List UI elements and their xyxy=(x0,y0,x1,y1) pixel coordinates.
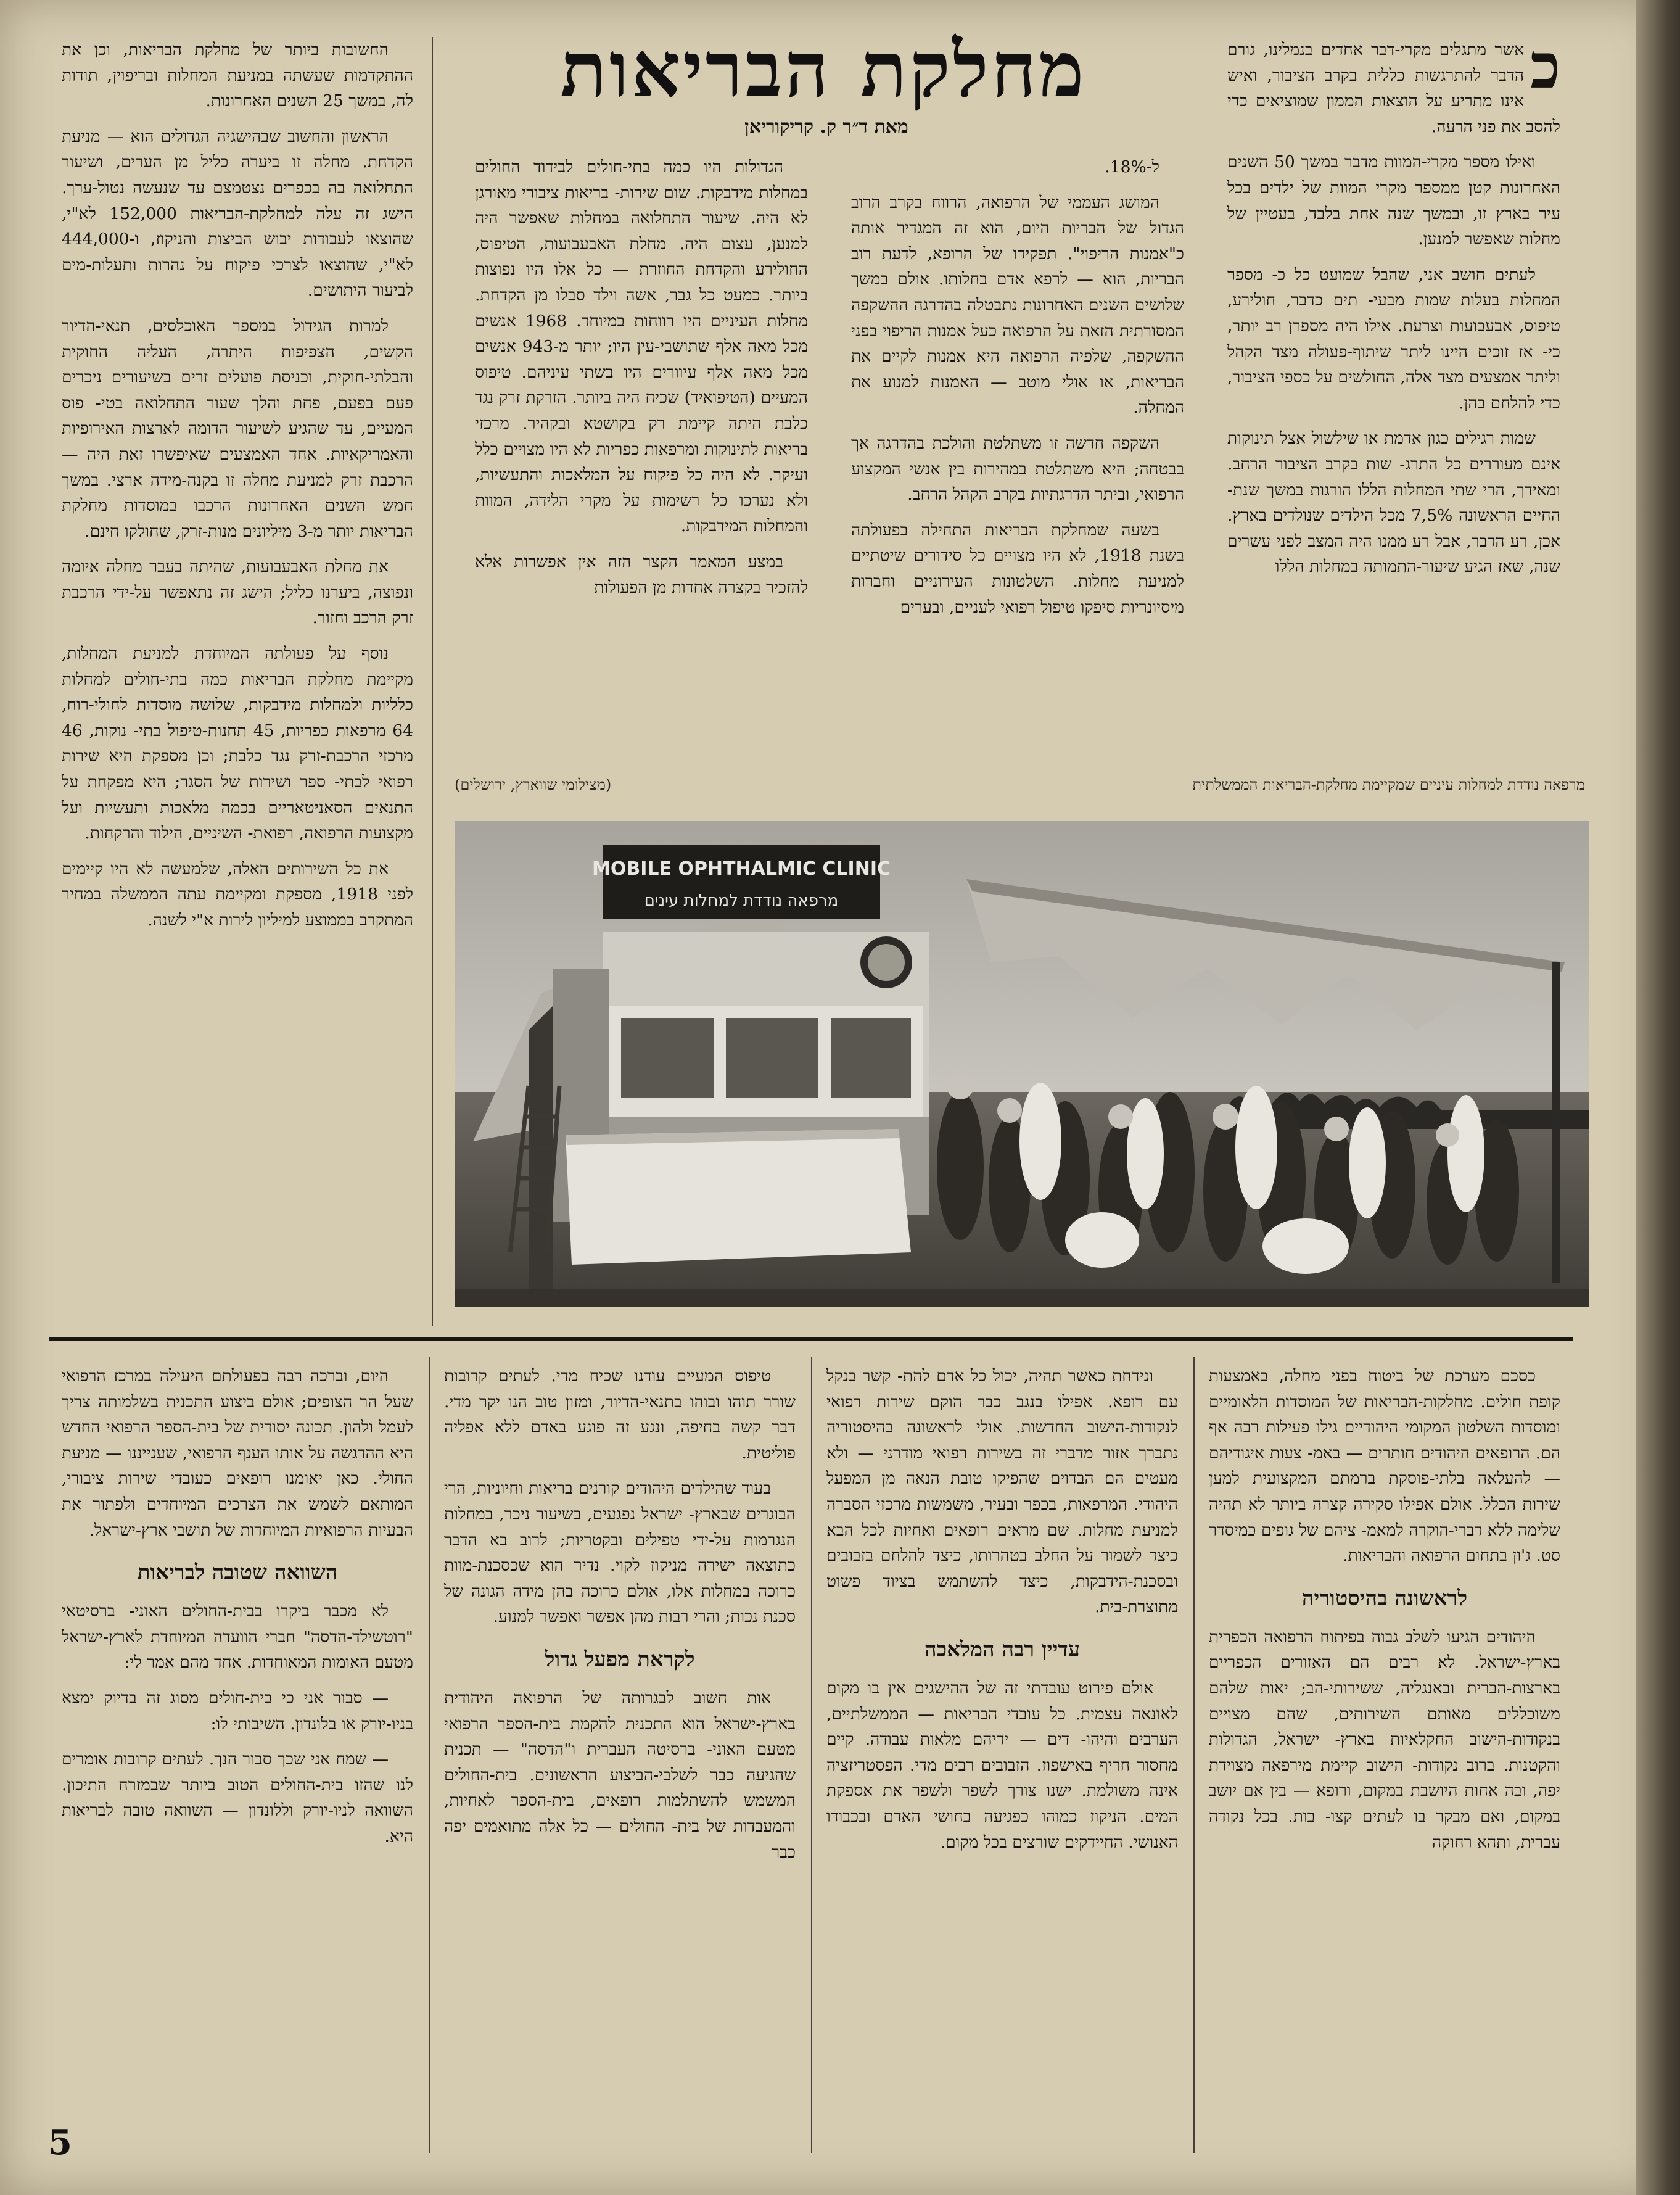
section-heading: השוואה שטובה לבריאות xyxy=(137,1560,338,1585)
paragraph: בעוד שהילדים היהודים קורנים בריאות וחיוניות, הרי הבוגרים שבארץ- ישראל נפגעים, בשיעור ניכר, במחלות הנגרמות על-ידי טפילים ובקטריות; לרוב בא הדבר כתוצאה ישירה מניקוז לקוי. נדיר הוא שכסכנת-מוות כרוכה במחלות אלו, אולם כרוכה בהן מידה הגונה של סכנת נכות; והרי רבות מהן אפשר ואפשר למנוע. xyxy=(444,1479,796,1627)
lower-column-3 xyxy=(444,1363,796,1875)
paragraph: שמות רגילים כגון אדמת או שילשול אצל תינוקות אינם מעוררים כל התרג- שות בקרב הציבור הרחב. ומאידך, הרי שתי המחלות הללו הורגות במשך שנת- החיים הראשונה 7,5% מכל הילדים שנולדים בארץ. אכן, רע הדבר, אבל רע ממנו היה המצב לפני עשרים שנה, שאז הגיע שיעור-התמותה במחלות הללו xyxy=(1227,429,1561,577)
paragraph: נוסף על פעולתה המיוחדת למניעת המחלות, מקיימת מחלקת הבריאות כמה בתי-חולים למחלות כלליות ולמחלות מידבקות, שלושה מוסדות לחולי-רוח, 64 מרפאות כפריות, 45 תחנות-טיפול בתי- נוקות, 46 מרכזי הרכבת-זרק נגד כלבת; וכן מספקת היא שירות רפואי לבתי- ספר ושירות של הסגר; היא מפקחת על התנאים הסאניטאריים בכמה מלאכות ותעשיות ועל מקצועות הרפואה, רפואת- השיניים, הילוד והרקחות. xyxy=(62,644,413,843)
paragraph: את מחלת האבעבועות, שהיתה בעבר מחלה איומה ונפוצה, ביערנו כליל; הישג זה נתאפשר על-ידי הרכבת זרק הרכב וחזור. xyxy=(62,557,413,628)
upper-column-1 xyxy=(1227,30,1561,590)
paragraph: ואילו מספר מקרי-המוות מדבר במשך 50 השנים האחרונות קטן ממספר מקרי המוות של ילדים בכל עיר בארץ זו, ובמשך שנה אחת בלבד, בעטיין של מחלות שאפשר למנען. xyxy=(1227,152,1560,249)
lower-column-4 xyxy=(62,1363,413,1859)
section-heading: לראשונה בהיסטוריה xyxy=(1301,1585,1468,1611)
paragraph: טיפוס המעיים עודנו שכיח מדי. לעתים קרובות שורר תוהו ובוהו בתנאי-הדיור, ומזון טוב הנו יקר מדי. דבר קשה בחיפה, ונגע זה פוגע באדם ללא אפליה פוליטית. xyxy=(444,1366,796,1463)
photo-credit: (מצילומי שווארץ, ירושלים) xyxy=(455,776,612,793)
column-divider xyxy=(811,1357,812,2153)
paragraph: ל-18%. xyxy=(1105,157,1159,176)
clinic-sign-hebrew: מרפאה נודדת למחלות עינים xyxy=(644,891,839,910)
column-divider xyxy=(429,1357,430,2153)
paragraph: הגדולות היו כמה בתי-חולים לבידוד החולים במחלות מידבקות. שום שירות- בריאות ציבורי מאורגן לא היה. שיעור התחלואה במחלות שאפשר היה למנען, עצום היה. מחלת האבעבועות, הטיפוס, החולירע והקדחת החוזרת — כל אלו היו נפוצות ביותר. כמעט כל גבר, אשה וילד סבלו מן הקדחת. מחלות העיניים היו רווחות במיוחד. 1968 אנשים מכל מאה אלף שתושבי-עין היו; יותר מ-943 אנשים מכל מאה אלף עיוורים היו בשתי עיניהם. טיפוס המעיים (הטיפואיד) שכיח היה ביותר. הזרקת זרק נגד כלבת היתה קיימת רק בקושטא ובקהיר. מרכזי בריאות לתינוקות ומרפאות כפריות לא היו מצויים כלל ועיקר. לא היה כל פיקוח על המלאכות והתעשיות, ולא נערכו כל רשימות על מקרי הלידה, המוות והמחלות המידבקות. xyxy=(475,157,808,536)
paragraph: היהודים הגיעו לשלב גבוה בפיתוח הרפואה הכפרית בארץ-ישראל. לא רבים הם האזורים הכפריים בארצות-הברית ובאנגליה, ששירותי-הב; יאות שלהם משוכללים מאותם השירותים, שהם מצויים בנקודות-הישוב החקלאיות בארץ- ישראל, הגדולות והקטנות. ברוב נקודות- הישוב קיימת מירפאה מצוידת יפה, ובה אחות היושבת במקום, ורופא — בין אם יושב במקום, ואם מבקר בו לעתים קצו- בות. בכל נקודה עברית, ותהא רחוקה xyxy=(1209,1627,1560,1852)
paragraph: היום, וברכה רבה בפעולתם היעילה במרכז הרפואי שעל הר הצופים; אולם ביצוע התכנית בשלמותה צריך לעמל ולהון. תכונה יסודית של בית-הספר הרפואי החדש היא ההדגשה על אותו הענף הרפואי, שענייננו — מניעת החולי. כאן יאומנו רופאים כעובדי שירות ציבורי, המותאם לשמש את הצרכים המיוחדים ולפתור את הבעיות הרפואיות המיוחדות של תושבי ארץ-ישראל. xyxy=(62,1366,413,1540)
paragraph: את כל השירותים האלה, שלמעשה לא היו קיימים לפני 1918, מספקת ומקיימת עתה הממשלה במחיר המתקרב בממוצע למיליון לירות א"י לשנה. xyxy=(62,859,413,930)
section-divider-rule xyxy=(49,1337,1573,1341)
paragraph: הראשון והחשוב שבהישגיה הגדולים הוא — מניעת הקדחת. מחלה זו ביערה כליל מן הערים, ושיעור התחלואה בה בכפרים נצטמצם עד שנעשה נטול-ערך. הישג זה עלה למחלקת-הבריאות 152,000 לא"י, שהוצאו לעבודות יבוש הביצות והניקוז, ו-444,000 לא"י, שהוצאו לצרכי פיקוח על נהרות ותעלות-מים לביעור היתושים. xyxy=(62,126,413,300)
paragraph: השקפה חדשה זו משתלטת והולכת בהדרגה אך בבטחה; היא משתלטת במהירות בין אנשי המקצוע הרפואי, וביתר הדרגתיות בקרב הקהל הרחב. xyxy=(851,433,1184,505)
paragraph: — שמח אני שכך סבור הנך. לעתים קרובות אומרים לנו שהזו בית-החולים הטוב ביותר שבמזרח התיכון. השוואה לניו-יורק וללונדון — השוואה טובה לבריאות היא. xyxy=(62,1750,413,1846)
paragraph: החשובות ביותר של מחלקת הבריאות, וכן את ההתקדמות שעשתה במניעת המחלות ובריפוין, תודות לה, במשך 25 השנים האחרונות. xyxy=(62,40,413,111)
upper-column-3 xyxy=(475,154,808,610)
column-divider xyxy=(432,37,433,1326)
article-title: מחלקת הבריאות xyxy=(560,25,1087,115)
paragraph: ונידחת כאשר תהיה, יכול כל אדם להת- קשר בנקל עם רופא. אפילו בנגב כבר הוקם שירות רפואי לנקודות-הישוב החדשות. אולי לראשונה בהיסטוריה נתברך אזור מדברי זה בשירות רפואי מודרני — ולא מעטים הם הבדוים שהפיקו טובת הנאה מן המפעל היהודי. המרפאות, בכפר ובעיר, משמשות מרכזי הסברה למניעת מחלות. שם מראים רופאים ואחיות לכל הבא כיצד לשמור על החלב בטהרותו, כיצד להלחם בזבובים ובסכנת-הידבקות, כיצד להשתמש בציוד פשוט מתוצרת-בית. xyxy=(826,1366,1178,1617)
paragraph: במצע המאמר הקצר הזה אין אפשרות אלא להזכיר בקצרה אחדות מן הפעולות xyxy=(475,552,808,597)
upper-column-4 xyxy=(62,37,413,943)
paragraph: לעתים חושב אני, שהבל שמועט כל כ- מספר המחלות בעלות שמות מבעי- תים כדבר, חולירע, טיפוס, אבעבועות וצרעת. אילו היה מספרן רב יותר, כי- אז זוכים היינו ליתר שיתוף-פעולה מצד הקהל וליתר אמצעים מצד אלה, החולשים על כספי הציבור, כדי להלחם בהן. xyxy=(1227,265,1560,413)
lower-column-1 xyxy=(1209,1363,1560,1865)
clinic-sign-english: MOBILE OPHTHALMIC CLINIC xyxy=(592,858,891,880)
column-divider xyxy=(1193,1357,1195,2153)
section-heading: עדיין רבה המלאכה xyxy=(924,1637,1081,1662)
photo-caption: מרפאה נודדת למחלות עיניים שמקיימת מחלקת-הבריאות הממשלתית xyxy=(1192,776,1585,793)
paragraph: כסכם מערכת של ביטוח בפני מחלה, באמצעות קופת חולים. מחלקות-הבריאות של המוסדות הלאומיים ומוסדות השלטון המקומי היהודיים גילו פעילות רבה אף הם. הרופאים היהודים חותרים — באמ- צעות איגודיהם — להעלאה בלתי-פוסקת ברמתם המקצועית למען שירות הכלל. אולם אפילו סקירה קצרה ביותר לא תהיה שלימה ללא דברי-הוקרה למאמ- ציהם של גופים כמיסדר סט. ג'ון בתחום הרפואה והבריאות. xyxy=(1209,1366,1560,1566)
upper-column-2 xyxy=(851,154,1184,630)
lower-column-2 xyxy=(826,1363,1178,1865)
page-binding-edge xyxy=(1636,0,1680,2195)
drop-cap: כ xyxy=(1530,30,1560,102)
paragraph: — סבור אני כי בית-חולים מסוג זה בדיוק ימצא בניו-יורק או בלונדון. השיבותי לו: xyxy=(62,1688,413,1734)
page-number: 5 xyxy=(48,2122,72,2163)
paragraph: אות חשוב לבגרותה של הרפואה היהודית בארץ-ישראל הוא התכנית להקמת בית-הספר הרפואי מטעם האוני- ברסיטה העברית ו"הדסה" — תכנית שהגיעה כבר לשלבי-הביצוע הראשונים. בית-החולים המשמש להשתלמות רופאים, בית-הספר לאחיות, והמעבדות של בית- החולים — כל אלה מתואמים יפה כבר xyxy=(444,1688,796,1862)
paragraph: לא מכבר ביקרו בבית-החולים האוני- ברסיטאי "רוטשילד-הדסה" חברי הוועדה המיוחדת לארץ-ישראל מטעם האומות המאוחדות. אחד מהם אמר לי: xyxy=(62,1602,413,1672)
paragraph: למרות הגידול במספר האוכלסים, תנאי-הדיור הקשים, הצפיפות היתרה, העליה החוקית והבלתי-חוקית, וכניסת פועלים זרים בשיעורים ניכרים פעם בפעם, פחת והלך שעור התחלואה בטי- פוס המעיים, עד שהגיע לשיעור הדומה לארצות האירופיות והאמריקאיות. אחד האמצעים שאיפשרו זאת היה — הרכבת זרק למניעת מחלה זו בקנה-מידה ארצי. במשך חמש השנים האחרונות הרכבו במוסדות מחלקת הבריאות יותר מ-3 מיליונים מנות-זרק, שחולקו חינם. xyxy=(62,316,413,541)
paragraph: אשר מתגלים מקרי-דבר אחדים בנמלינו, גורם הדבר להתרגשות כללית בקרב הציבור, ואיש אינו מתריע על הוצאות הממון שמוציאים כדי להסב את פני הרעה. xyxy=(1227,40,1560,136)
paragraph: המושג העממי של הרפואה, הרווח בקרב הרוב הגדול של הבריות היום, הוא זה המגדיר אותה כ"אמנות הריפוי". תפקידו של הרופא, לדעת רוב הבריות, הוא — לרפא אדם בחלותו. אולם במשך שלושים השנים האחרונות נתבטלה בהדרגה ההשקפה המסורתית הזאת על הרפואה כעל אמנות הריפוי בפני ההשקפה, שלפיה הרפואה היא אמנות לקיים את הבריאות, או אולי מוטב — האמנות למנוע את המחלה. xyxy=(851,192,1184,418)
mobile-clinic-photo xyxy=(455,821,1589,1307)
paragraph: אולם פירוט עובדתי זה של ההישגים אין בו מקום לאונאה עצמית. כל עובדי הבריאות — הממשלתיים, הערבים והיהו- דים — ידיהם מלאות עבודה. קיים מחסור חריף באישפוז. הזבובים רבים מדי. הפסטריזציה אינה משולמת. ישנו צורך לשפר ולשפר את אספקת המים. הניקוז כמוהו כפגיעה בחושי האדם ובכבודו האנושי. החיידקים שורצים בכל מקום. xyxy=(826,1678,1178,1852)
paragraph: בשעה שמחלקת הבריאות התחילה בפעולתה בשנת 1918, לא היו מצויים כל סידורים שיטתיים למניעת מחלות. השלטונות העירוניים וחברות מיסיונריות סיפקו טיפול רפואי לעניים, ובערים xyxy=(851,520,1184,617)
section-heading: לקראת מפעל גדול xyxy=(545,1647,695,1672)
article-byline: מאת ד״ר ק. קריקוריאן xyxy=(744,116,908,138)
